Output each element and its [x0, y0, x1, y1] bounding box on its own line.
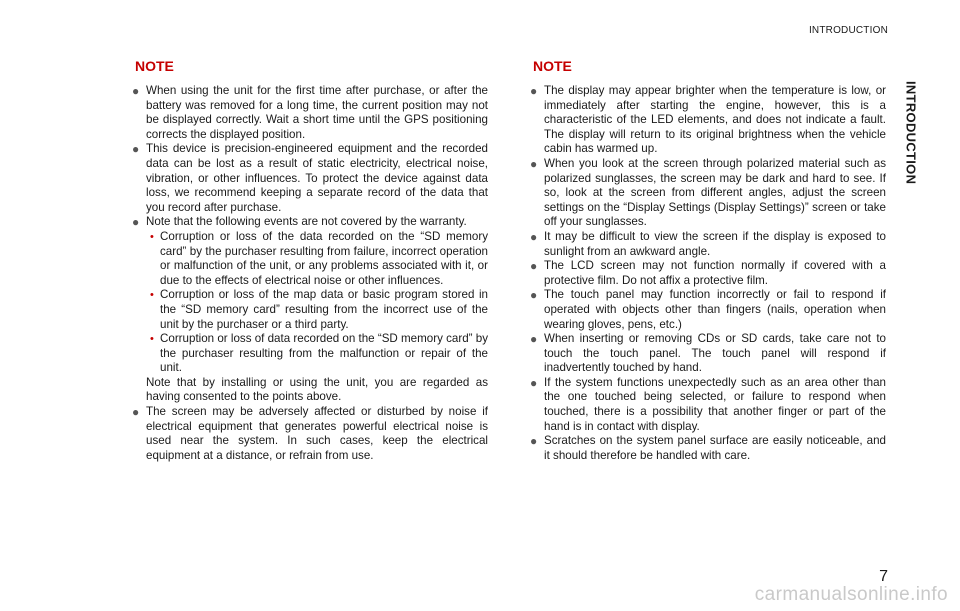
sub-bullet-icon: •: [150, 289, 154, 302]
note-item: [530, 376, 886, 434]
bullet-icon: ●: [530, 288, 538, 303]
note-item: [530, 288, 886, 332]
note-item-text: The display may appear brighter when the temperature is low, or immediately after starting the engine, however, this is a characteristic of the LED elements, and does not indicate a fault. The display will return to its original brightness when the vehicle cabin has warmed up.: [544, 84, 886, 156]
note-item: [132, 405, 488, 463]
note-item-text: Note that the following events are not covered by the warranty.: [146, 215, 467, 229]
note-item: [530, 84, 886, 157]
bullet-icon: ●: [530, 156, 538, 171]
note-item-text: The screen may be adversely affected or disturbed by noise if electrical equipment that generates powerful electrical noise is used near the system. In such cases, keep the electrical equipment at a distance, or refrain from use.: [146, 405, 488, 462]
bullet-icon: ●: [530, 332, 538, 347]
note-item-text: When you look at the screen through polarized material such as polarized sunglasses, the screen may be dark and hard to see. If so, look at the screen from different angles, adjust the screen settings on the “Display Settings (Display Settings)” screen or take off your sunglasses.: [544, 156, 886, 229]
note-item: [530, 332, 886, 376]
note-sub-item: [132, 230, 488, 288]
note-item-text: When using the unit for the first time after purchase, or after the battery was removed for a long time, the current position may not be displayed correctly. Wait a short time until the GPS positioning corrects the displayed position.: [146, 84, 488, 141]
section-side-tab: [896, 78, 926, 188]
bullet-icon: ●: [530, 375, 538, 390]
header-title: INTRODUCTION: [808, 25, 888, 36]
note-item-text: Scratches on the system panel surface are easily noticeable, and it should therefore be handled with care.: [544, 434, 886, 462]
note-item-text: It may be difficult to view the screen if the display is exposed to sunlight from an awkward angle.: [544, 229, 886, 258]
note-consent-text: Note that by installing or using the unit, you are regarded as having consented to the points above.: [146, 375, 488, 404]
note-heading: NOTE: [135, 58, 174, 74]
note-sub-item: [132, 288, 488, 332]
bullet-icon: ●: [530, 84, 538, 98]
bullet-icon: ●: [132, 215, 140, 230]
note-sub-item: [132, 332, 488, 376]
note-heading: NOTE: [533, 58, 572, 74]
bullet-icon: ●: [132, 84, 140, 98]
note-item: [530, 259, 886, 288]
note-item: [530, 434, 886, 463]
note-item-text: The touch panel may function incorrectly or fail to respond if operated with objects other than fingers (nails, operation when wearing gloves, pens, etc.): [544, 288, 886, 331]
note-item: [132, 215, 488, 230]
side-tab-label: INTRODUCTION: [903, 81, 919, 185]
bullet-icon: ●: [132, 142, 140, 157]
note-item: [132, 142, 488, 215]
note-item: [132, 84, 488, 142]
watermark-text: carmanualsonline.info: [754, 584, 948, 605]
page-number: 7: [879, 568, 888, 585]
bullet-icon: ●: [530, 434, 538, 449]
note-item: [530, 230, 886, 259]
note-item-text: The LCD screen may not function normally if covered with a protective film. Do not affix a protective film.: [544, 259, 886, 287]
note-item-text: This device is precision-engineered equipment and the recorded data can be lost as a result of static electricity, electrical noise, vibration, or other influences. To protect the device against data loss, we recommend keeping a separate record of the data that you record after purchase.: [146, 142, 488, 214]
bullet-icon: ●: [132, 405, 140, 420]
note-item: [530, 157, 886, 230]
sub-bullet-icon: •: [150, 333, 154, 346]
right-note-column: [530, 58, 886, 463]
bullet-icon: ●: [530, 259, 538, 274]
sub-bullet-icon: •: [150, 230, 154, 243]
note-sub-item-text: Corruption or loss of the map data or basic program stored in the “SD memory card” resulting from the incorrect use of the unit by the purchaser or a third party.: [160, 288, 488, 331]
note-item-text: When inserting or removing CDs or SD cards, take care not to touch the touch panel. The touch panel will respond if inadvertently touched by hand.: [544, 332, 886, 375]
bullet-icon: ●: [530, 229, 538, 244]
note-item-text: If the system functions unexpectedly such as an area other than the one touched being selected, or failure to respond when touched, there is a possibility that another finger or part of the hand is in contact with display.: [544, 375, 886, 433]
note-sub-item-text: Corruption or loss of data recorded on the “SD memory card” by the purchaser resulting from the malfunction or repair of the unit.: [160, 332, 488, 375]
note-sub-item-text: Corruption or loss of the data recorded on the “SD memory card” by the purchaser resulting from failure, incorrect operation or malfunction of the unit, or any problems associated with it, or due to the effects of electrical noise or other influences.: [160, 229, 488, 287]
left-note-column: [132, 58, 488, 463]
